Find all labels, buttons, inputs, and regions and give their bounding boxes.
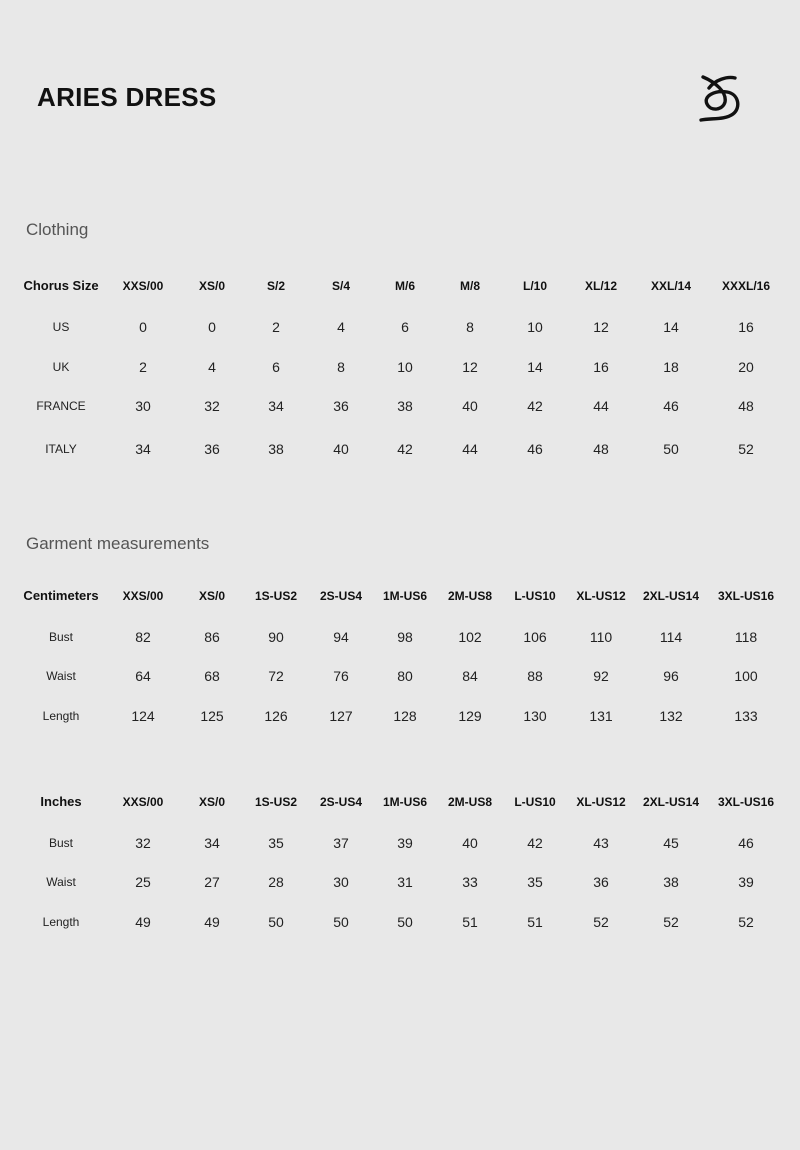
size-column-header: 2S-US4 <box>319 795 363 809</box>
table-header-row <box>0 275 800 297</box>
size-value: 40 <box>333 441 349 457</box>
size-column-header: 2S-US4 <box>319 589 363 603</box>
size-value: 39 <box>397 835 413 851</box>
size-column-header: XXS/00 <box>122 795 164 809</box>
table-corner-header: Centimeters <box>23 588 99 603</box>
size-value: 35 <box>527 874 543 890</box>
size-value: 36 <box>204 441 220 457</box>
row-label: FRANCE <box>36 399 86 413</box>
row-label: Length <box>42 709 80 723</box>
table-row <box>0 316 800 338</box>
size-column-header: L-US10 <box>514 589 556 603</box>
size-value: 0 <box>208 319 216 335</box>
size-value: 46 <box>527 441 543 457</box>
size-value: 38 <box>268 441 284 457</box>
size-value: 46 <box>738 835 754 851</box>
size-value: 30 <box>135 398 151 414</box>
size-column-header: XXL/14 <box>650 279 692 293</box>
size-value: 127 <box>329 708 353 724</box>
row-label: Waist <box>46 875 76 889</box>
size-value: 118 <box>734 629 758 645</box>
size-value: 20 <box>738 359 754 375</box>
size-value: 100 <box>734 668 758 684</box>
table-row <box>0 626 800 648</box>
size-value: 133 <box>734 708 758 724</box>
size-value: 35 <box>268 835 284 851</box>
size-column-header: S/2 <box>266 279 286 293</box>
size-value: 51 <box>527 914 543 930</box>
size-value: 52 <box>738 914 754 930</box>
size-value: 94 <box>333 629 349 645</box>
size-value: 132 <box>659 708 683 724</box>
size-value: 4 <box>337 319 345 335</box>
size-value: 46 <box>663 398 679 414</box>
size-column-header: 1M-US6 <box>382 589 428 603</box>
size-value: 18 <box>663 359 679 375</box>
table-row <box>0 395 800 417</box>
size-value: 72 <box>268 668 284 684</box>
size-value: 10 <box>397 359 413 375</box>
row-label: Bust <box>48 630 74 644</box>
size-column-header: XS/0 <box>198 795 226 809</box>
size-value: 28 <box>268 874 284 890</box>
size-value: 34 <box>268 398 284 414</box>
section-title-clothing: Clothing <box>26 220 89 239</box>
table-row <box>0 832 800 854</box>
size-value: 48 <box>593 441 609 457</box>
size-column-header: XL-US12 <box>576 795 626 809</box>
size-column-header: XS/0 <box>198 279 226 293</box>
size-value: 86 <box>204 629 220 645</box>
size-value: 92 <box>593 668 609 684</box>
table-corner-header: Inches <box>40 794 82 809</box>
table-header-row <box>0 791 800 813</box>
row-label: UK <box>52 360 70 374</box>
size-column-header: XXS/00 <box>122 279 164 293</box>
size-value: 16 <box>593 359 609 375</box>
size-value: 42 <box>527 398 543 414</box>
size-value: 8 <box>466 319 474 335</box>
size-value: 31 <box>397 874 413 890</box>
size-value: 82 <box>135 629 151 645</box>
size-value: 50 <box>663 441 679 457</box>
size-value: 129 <box>458 708 482 724</box>
size-value: 27 <box>204 874 220 890</box>
size-value: 8 <box>337 359 345 375</box>
size-value: 6 <box>401 319 409 335</box>
size-value: 64 <box>135 668 151 684</box>
size-column-header: 2XL-US14 <box>642 589 700 603</box>
size-value: 130 <box>523 708 547 724</box>
table-row <box>0 911 800 933</box>
size-value: 84 <box>462 668 478 684</box>
size-value: 50 <box>333 914 349 930</box>
size-value: 125 <box>200 708 224 724</box>
size-value: 96 <box>663 668 679 684</box>
size-value: 49 <box>204 914 220 930</box>
size-value: 45 <box>663 835 679 851</box>
size-value: 124 <box>131 708 155 724</box>
size-value: 110 <box>589 629 613 645</box>
size-column-header: XXS/00 <box>122 589 164 603</box>
size-column-header: 1M-US6 <box>382 795 428 809</box>
size-value: 30 <box>333 874 349 890</box>
row-label: Length <box>42 915 80 929</box>
size-value: 4 <box>208 359 216 375</box>
size-value: 0 <box>139 319 147 335</box>
chorus-logo-icon <box>697 74 743 122</box>
size-value: 80 <box>397 668 413 684</box>
size-value: 25 <box>135 874 151 890</box>
size-value: 102 <box>458 629 482 645</box>
size-value: 36 <box>593 874 609 890</box>
page-title: ARIES DRESS <box>37 82 217 112</box>
size-column-header: M/8 <box>459 279 481 293</box>
size-value: 12 <box>593 319 609 335</box>
table-row <box>0 665 800 687</box>
size-value: 33 <box>462 874 478 890</box>
size-value: 52 <box>663 914 679 930</box>
size-value: 40 <box>462 835 478 851</box>
size-column-header: L-US10 <box>514 795 556 809</box>
size-value: 50 <box>397 914 413 930</box>
size-value: 106 <box>523 629 547 645</box>
size-column-header: S/4 <box>331 279 351 293</box>
size-value: 98 <box>397 629 413 645</box>
size-value: 43 <box>593 835 609 851</box>
size-column-header: 1S-US2 <box>254 795 298 809</box>
size-value: 2 <box>272 319 280 335</box>
size-value: 39 <box>738 874 754 890</box>
size-value: 42 <box>527 835 543 851</box>
size-value: 68 <box>204 668 220 684</box>
size-value: 88 <box>527 668 543 684</box>
size-column-header: XL-US12 <box>576 589 626 603</box>
size-value: 38 <box>663 874 679 890</box>
size-value: 128 <box>393 708 417 724</box>
size-value: 114 <box>659 629 683 645</box>
size-value: 14 <box>663 319 679 335</box>
table-row <box>0 871 800 893</box>
table-row <box>0 705 800 727</box>
size-value: 44 <box>593 398 609 414</box>
size-value: 90 <box>268 629 284 645</box>
size-value: 38 <box>397 398 413 414</box>
size-value: 48 <box>738 398 754 414</box>
table-row <box>0 438 800 460</box>
size-value: 52 <box>738 441 754 457</box>
table-row <box>0 356 800 378</box>
size-value: 126 <box>264 708 288 724</box>
size-value: 50 <box>268 914 284 930</box>
size-value: 16 <box>738 319 754 335</box>
table-corner-header: Chorus Size <box>23 278 99 293</box>
size-value: 2 <box>139 359 147 375</box>
size-value: 44 <box>462 441 478 457</box>
row-label: Bust <box>48 836 74 850</box>
size-value: 10 <box>527 319 543 335</box>
section-title-garment-measurements: Garment measurements <box>26 534 210 553</box>
size-value: 42 <box>397 441 413 457</box>
size-value: 32 <box>135 835 151 851</box>
table-header-row <box>0 585 800 607</box>
size-value: 40 <box>462 398 478 414</box>
size-column-header: L/10 <box>522 279 548 293</box>
size-value: 12 <box>462 359 478 375</box>
size-column-header: 3XL-US16 <box>717 795 775 809</box>
row-label: Waist <box>46 669 76 683</box>
size-column-header: 3XL-US16 <box>717 589 775 603</box>
size-column-header: XXXL/16 <box>721 279 771 293</box>
size-value: 131 <box>589 708 613 724</box>
row-label: ITALY <box>45 442 77 456</box>
size-value: 37 <box>333 835 349 851</box>
size-column-header: XL/12 <box>584 279 618 293</box>
size-column-header: 2XL-US14 <box>642 795 700 809</box>
size-column-header: XS/0 <box>198 589 226 603</box>
size-column-header: 2M-US8 <box>447 795 493 809</box>
size-value: 76 <box>333 668 349 684</box>
size-value: 52 <box>593 914 609 930</box>
row-label: US <box>52 320 70 334</box>
size-value: 34 <box>204 835 220 851</box>
size-value: 51 <box>462 914 478 930</box>
size-column-header: 2M-US8 <box>447 589 493 603</box>
size-value: 49 <box>135 914 151 930</box>
size-column-header: M/6 <box>394 279 416 293</box>
size-column-header: 1S-US2 <box>254 589 298 603</box>
size-value: 6 <box>272 359 280 375</box>
size-value: 34 <box>135 441 151 457</box>
size-value: 14 <box>527 359 543 375</box>
size-value: 32 <box>204 398 220 414</box>
size-value: 36 <box>333 398 349 414</box>
